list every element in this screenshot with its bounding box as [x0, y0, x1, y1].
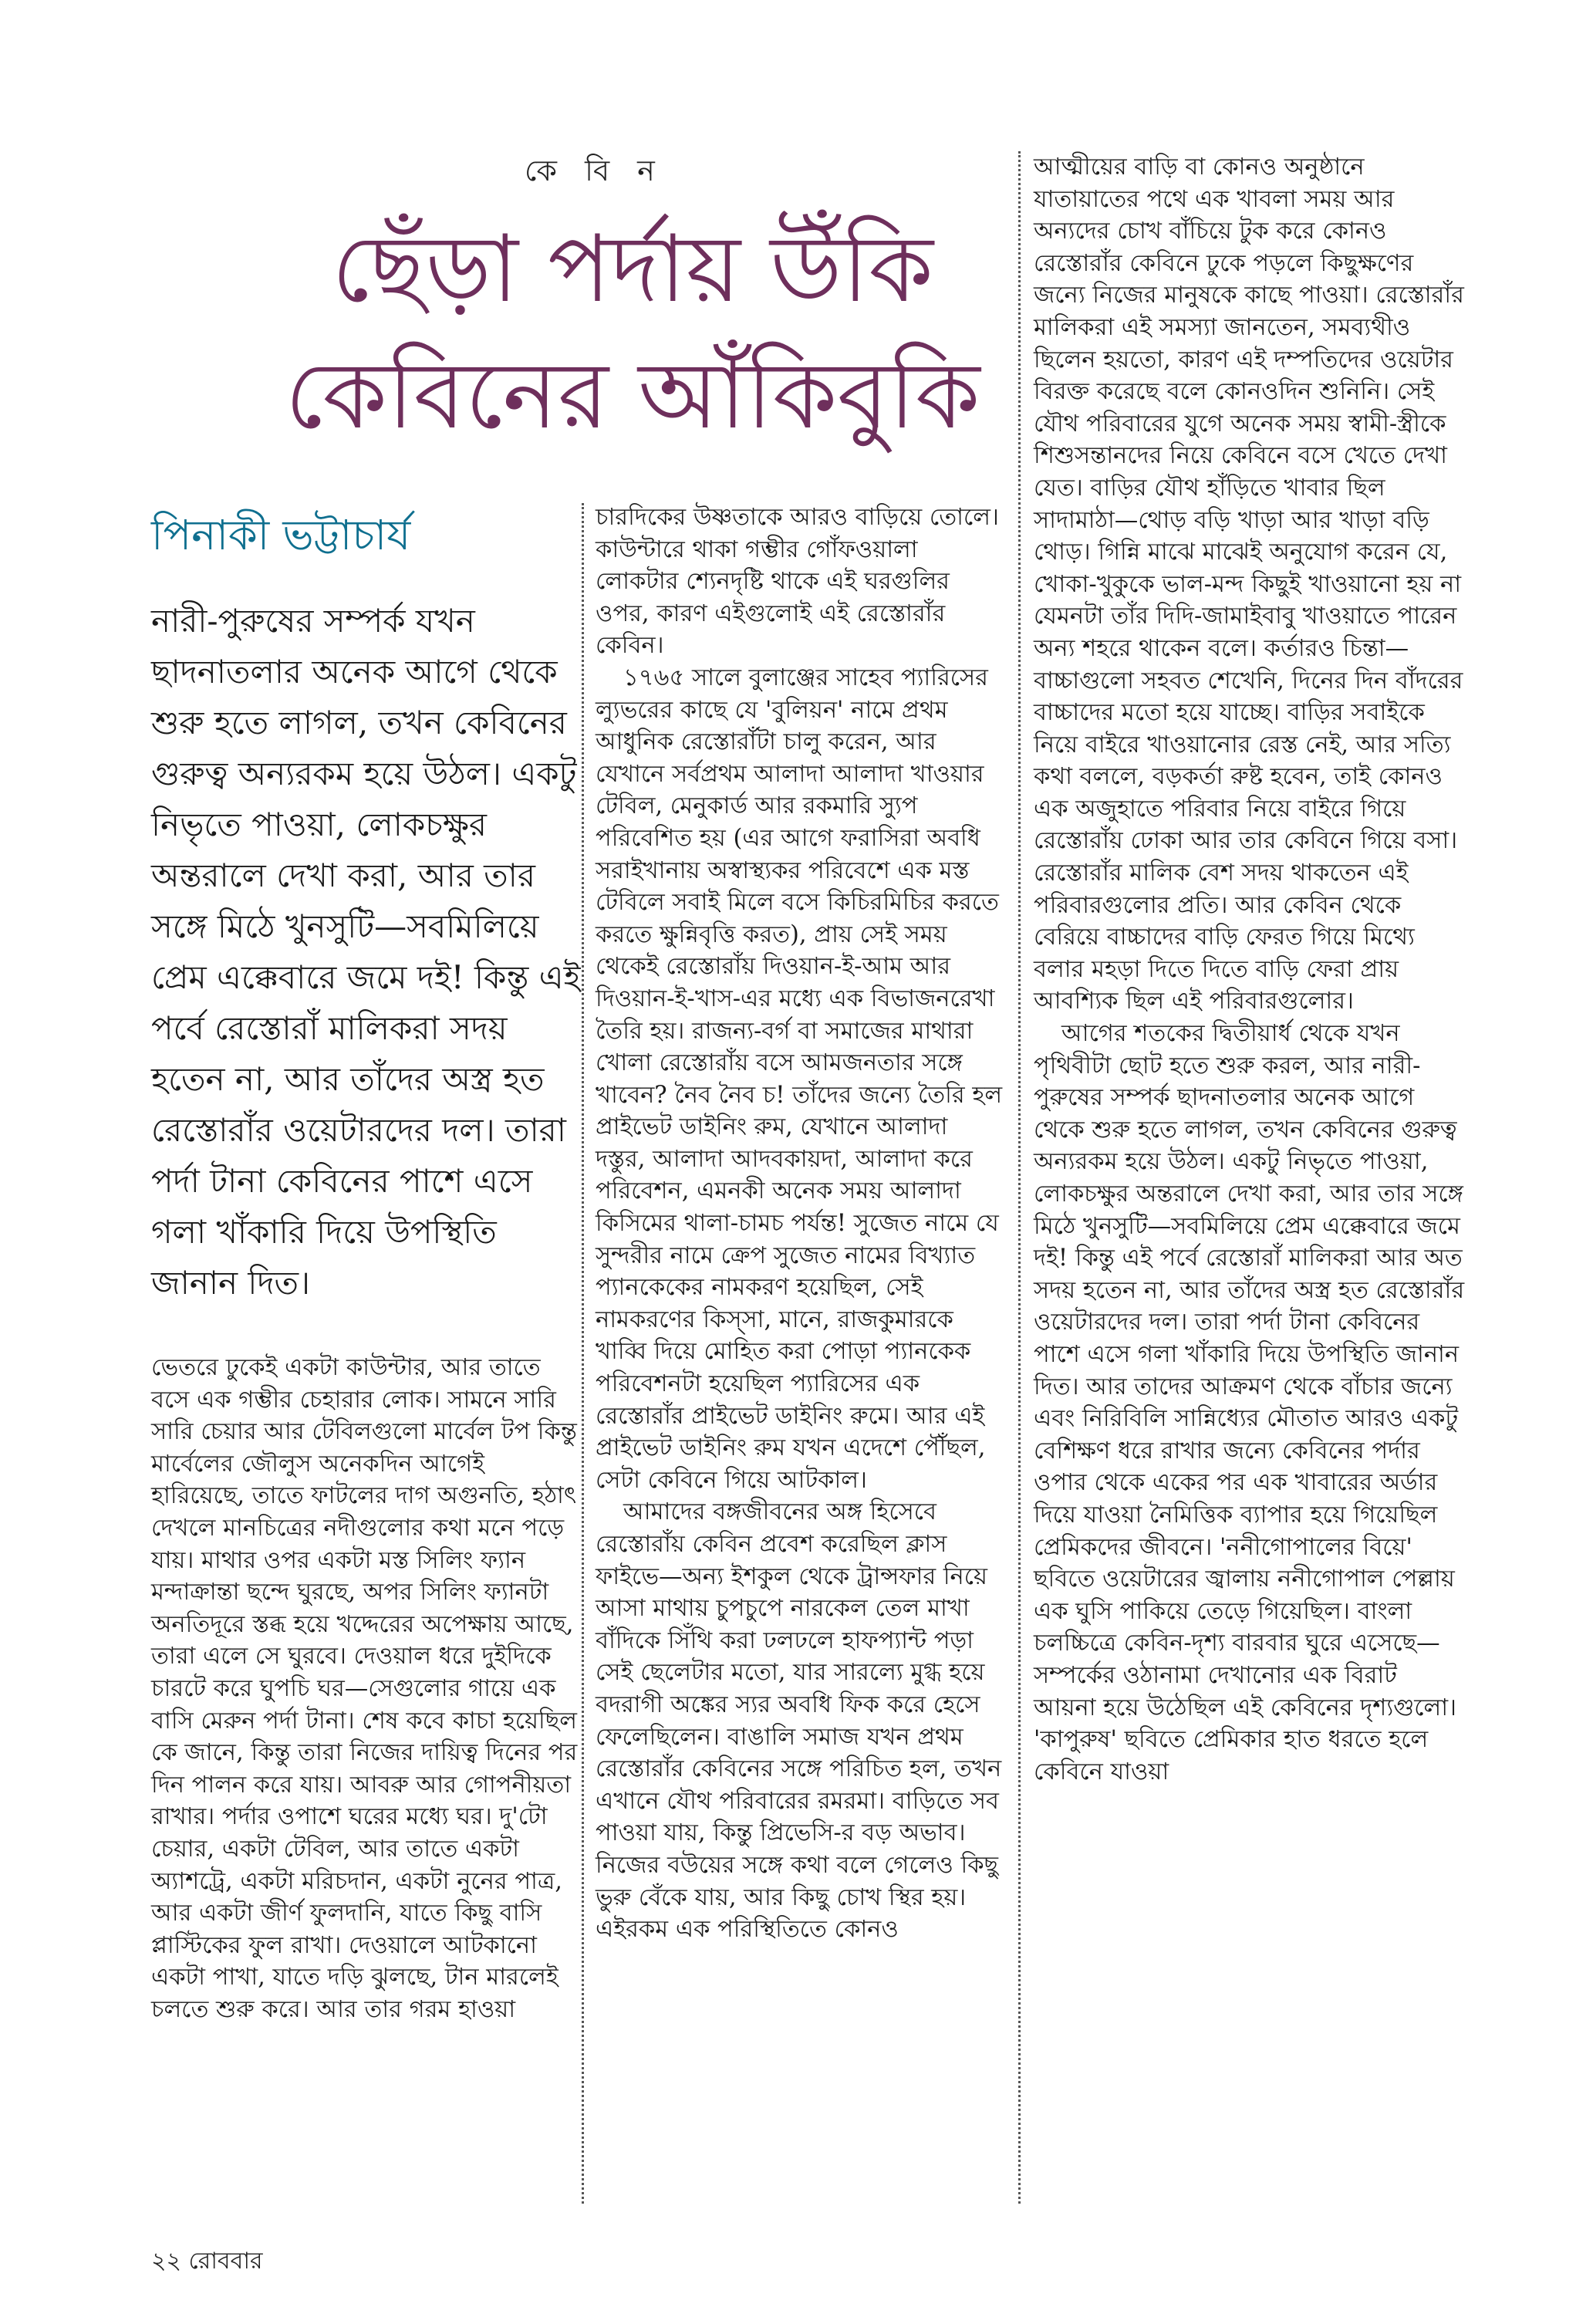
column-2-paragraph-2: ১৭৬৫ সালে বুলাঞ্জের সাহেব প্যারিসের ল্যুভরের কাছে যে 'বুলিয়ন' নামে প্রথম আধুনিক রেস্তোরাঁটা চালু করেন, আর যেখানে সর্বপ্রথম আলাদা আলাদা খাওয়ার টেবিল, মেনুকার্ড আর রকমারি স্যুপ পরিবেশিত হয় (এর আগে ফরাসিরা অবধি সরাইখানায় অস্বাস্থ্যকর পরিবেশে এক মস্ত টেবিলে সবাই মিলে বসে কিচিরমিচির করতে করতে ক্ষুন্নিবৃত্তি করত), প্রায় সেই সময় থেকেই রেস্তোরাঁয় দিওয়ান-ই-আম আর দিওয়ান-ই-খাস-এর মধ্যে এক বিভাজনরেখা তৈরি হয়। রাজন্য-বর্গ বা সমাজের মাথারা খোলা রেস্তোরাঁয় বসে আমজনতার সঙ্গে খাবেন? নৈব নৈব চ! তাঁদের জন্যে তৈরি হল প্রাইভেট ডাইনিং রুম, যেখানে আলাদা দস্তুর, আলাদা আদবকায়দা, আলাদা করে পরিবেশন, এমনকী অনেক সময় আলাদা কিসিমের থালা-চামচ পর্যন্ত! সুজেত নামে যে সুন্দরীর নামে ক্রেপ সুজেত নামের বিখ্যাত প্যানকেকের নামকরণ হয়েছিল, সেই নামকরণের কিস্সা, মানে, রাজকুমারকে খাব্বি দিয়ে মোহিত করা পোড়া প্যানকেক পরিবেশনটা হয়েছিল প্যারিসের এক রেস্তোরাঁর প্রাইভেট ডাইনিং রুমে। আর এই প্রাইভেট ডাইনিং রুম যখন এদেশে পৌঁছল, সেটা কেবিনে গিয়ে আটকাল।: [596, 664, 1003, 1494]
body-column-2: [596, 502, 1004, 1946]
column-2-paragraph-3: আমাদের বঙ্গজীবনের অঙ্গ হিসেবে রেস্তোরাঁয় কেবিন প্রবেশ করেছিল ক্লাস ফাইভে—অন্য ইশকুল থেকে ট্রান্সফার নিয়ে আসা মাথায় চুপচুপে নারকেল তেল মাখা বাঁদিকে সিঁথি করা ঢলঢলে হাফপ্যান্ট পড়া সেই ছেলেটার মতো, যার সারল্যে মুগ্ধ হয়ে বদরাগী অঙ্কের স্যর অবধি ফিক করে হেসে ফেলেছিলেন। বাঙালি সমাজ যখন প্রথম রেস্তোরাঁর কেবিনের সঙ্গে পরিচিত হল, তখন এখানে যৌথ পরিবারের রমরমা। বাড়িতে সব পাওয়া যায়, কিন্তু প্রিভেসি-র বড় অভাব। নিজের বউয়ের সঙ্গে কথা বলে গেলেও কিছু ভুরু বেঁকে যায়, আর কিছু চোখ স্থির হয়। এইরকম এক পরিস্থিতিতে কোনও: [596, 1498, 1002, 1944]
page-folio: ২২ রোববার: [151, 2248, 263, 2275]
column-1-paragraph: ভেতরে ঢুকেই একটা কাউন্টার, আর তাতে বসে এক গম্ভীর চেহারার লোক। সামনে সারি সারি চেয়ার আর টেবিলগুলো মার্বেল টপ কিন্তু মার্বেলের জৌলুস অনেকদিন আগেই হারিয়েছে, তাতে ফাটলের দাগ অগুনতি, হঠাৎ দেখলে মানচিত্রের নদীগুলোর কথা মনে পড়ে যায়। মাথার ওপর একটা মস্ত সিলিং ফ্যান মন্দাক্রান্তা ছন্দে ঘুরছে, অপর সিলিং ফ্যানটা অনতিদূরে স্তব্ধ হয়ে খদ্দেরের অপেক্ষায় আছে, তারা এলে সে ঘুরবে। দেওয়াল ধরে দুইদিকে চারটে করে ঘুপচি ঘর—সেগুলোর গায়ে এক বাসি মেরুন পর্দা টানা। শেষ কবে কাচা হয়েছিল কে জানে, কিন্তু তারা নিজের দায়িত্ব দিনের পর দিন পালন করে যায়। আবরু আর গোপনীয়তা রাখার। পর্দার ওপাশে ঘরের মধ্যে ঘর। দু'টো চেয়ার, একটা টেবিল, আর তাতে একটা অ্যাশট্রে, একটা মরিচদান, একটা নুনের পাত্র, আর একটা জীর্ণ ফুলদানি, যাতে কিছু বাসি প্লাস্টিকের ফুল রাখা। দেওয়ালে আটকানো একটা পাখা, যাতে দড়ি ঝুলছে, টান মারলেই চলতে শুরু করে। আর তার গরম হাওয়া: [151, 1354, 578, 2023]
section-kicker: কে বি ন: [525, 154, 664, 187]
title-line-1: ছেঁড়া পর্দায় উঁকি: [332, 216, 933, 323]
column-3-paragraph-1: আত্মীয়ের বাড়ি বা কোনও অনুষ্ঠানে যাতায়াতের পথে এক খাবলা সময় আর অন্যদের চোখ বাঁচিয়ে টুক করে কোনও রেস্তোরাঁর কেবিনে ঢুকে পড়লে কিছুক্ষণের জন্যে নিজের মানুষকে কাছে পাওয়া। রেস্তোরাঁর মালিকরা এই সমস্যা জানতেন, সমব্যথীও ছিলেন হয়তো, কারণ এই দম্পতিদের ওয়েটার বিরক্ত করেছে বলে কোনওদিন শুনিনি। সেই যৌথ পরিবারের যুগে অনেক সময় স্বামী-স্ত্রীকে শিশুসন্তানদের নিয়ে কেবিনে বসে খেতে দেখা যেত। বাড়ির যৌথ হাঁড়িতে খাবার ছিল সাদামাঠা—থোড় বড়ি খাড়া আর খাড়া বড়ি থোড়। গিন্নি মাঝে মাঝেই অনুযোগ করেন যে, খোকা-খুকুকে ভাল-মন্দ কিছুই খাওয়ানো হয় না যেমনটা তাঁর দিদি-জামাইবাবু খাওয়াতে পারেন অন্য শহরে থাকেন বলে। কর্তারও চিন্তা—বাচ্চাগুলো সহবত শেখেনি, দিনের দিন বাঁদরের বাচ্চাদের মতো হয়ে যাচ্ছে। বাড়ির সবাইকে নিয়ে বাইরে খাওয়ানোর রেস্ত নেই, আর সত্যি কথা বললে, বড়কর্তা রুষ্ট হবেন, তাই কোনও এক অজুহাতে পরিবার নিয়ে বাইরে গিয়ে রেস্তোরাঁয় ঢোকা আর তার কেবিনে গিয়ে বসা। রেস্তোরাঁর মালিক বেশ সদয় থাকতেন এই পরিবারগুলোর প্রতি। আর কেবিন থেকে বেরিয়ে বাচ্চাদের বাড়ি ফেরত গিয়ে মিথ্যে বলার মহড়া দিতে দিতে বাড়ি ফেরা প্রায় আবশ্যিক ছিল এই পরিবারগুলোর।: [1034, 154, 1464, 1015]
title-line-2: কেবিনের আঁকিবুকি: [285, 343, 980, 450]
body-column-3: [1034, 151, 1466, 1788]
column-2-paragraph-1: চারদিকের উষ্ণতাকে আরও বাড়িয়ে তোলে। কাউন্টারে থাকা গম্ভীর গোঁফওয়ালা লোকটার শ্যেনদৃষ্টি থাকে এই ঘরগুলির ওপর, কারণ এইগুলোই এই রেস্তোরাঁর কেবিন।: [596, 504, 999, 660]
column-divider-2: [1018, 151, 1021, 2204]
lead-paragraph: নারী-পুরুষের সম্পর্ক যখন ছাদনাতলার অনেক আগে থেকে শুরু হতে লাগল, তখন কেবিনের গুরুত্ব অন্যরকম হয়ে উঠল। একটু নিভৃতে পাওয়া, লোকচক্ষুর অন্তরালে দেখা করা, আর তার সঙ্গে মিঠে খুনসুটি—সবমিলিয়ে প্রেম এক্কেবারে জমে দই! কিন্তু এই পর্বে রেস্তোরাঁ মালিকরা সদয় হতেন না, আর তাঁদের অস্ত্র হত রেস্তোরাঁর ওয়েটারদের দল। তারা পর্দা টানা কেবিনের পাশে এসে গলা খাঁকারি দিয়ে উপস্থিতি জানান দিত।: [151, 602, 581, 1302]
column-divider-1: [582, 503, 584, 2204]
column-3-paragraph-2: আগের শতকের দ্বিতীয়ার্ধ থেকে যখন পৃথিবীটা ছোট হতে শুরু করল, আর নারী-পুরুষের সম্পর্ক ছাদনাতলার অনেক আগে থেকে শুরু হতে লাগল, তখন কেবিনের গুরুত্ব অন্যরকম হয়ে উঠল। একটু নিভৃতে পাওয়া, লোকচক্ষুর অন্তরালে দেখা করা, আর তার সঙ্গে মিঠে খুনসুটি—সবমিলিয়ে প্রেম এক্কেবারে জমে দই! কিন্তু এই পর্বে রেস্তোরাঁ মালিকরা আর অত সদয় হতেন না, আর তাঁদের অস্ত্র হত রেস্তোরাঁর ওয়েটারদের দল। তারা পর্দা টানা কেবিনের পাশে এসে গলা খাঁকারি দিয়ে উপস্থিতি জানান দিত। আর তাদের আক্রমণ থেকে বাঁচার জন্যে এবং নিরিবিলি সান্নিধ্যের মৌতাত আরও একটু বেশিক্ষণ ধরে রাখার জন্যে কেবিনের পর্দার ওপার থেকে একের পর এক খাবারের অর্ডার দিয়ে যাওয়া নৈমিত্তিক ব্যাপার হয়ে গিয়েছিল প্রেমিকদের জীবনে। 'ননীগোপালের বিয়ে' ছবিতে ওয়েটারের জ্বালায় ননীগোপাল পেল্লায় এক ঘুসি পাকিয়ে তেড়ে গিয়েছিল। বাংলা চলচ্চিত্রে কেবিন-দৃশ্য বারবার ঘুরে এসেছে—সম্পর্কের ওঠানামা দেখানোর এক বিরাট আয়না হয়ে উঠেছিল এই কেবিনের দৃশ্যগুলো। 'কাপুরুষ' ছবিতে প্রেমিকার হাত ধরতে হলে কেবিনে যাওয়া: [1034, 1020, 1465, 1785]
author-byline: পিনাকী ভট্টাচার্য: [151, 511, 411, 559]
article-title: [247, 207, 1018, 460]
body-column-1: [151, 1352, 580, 2025]
